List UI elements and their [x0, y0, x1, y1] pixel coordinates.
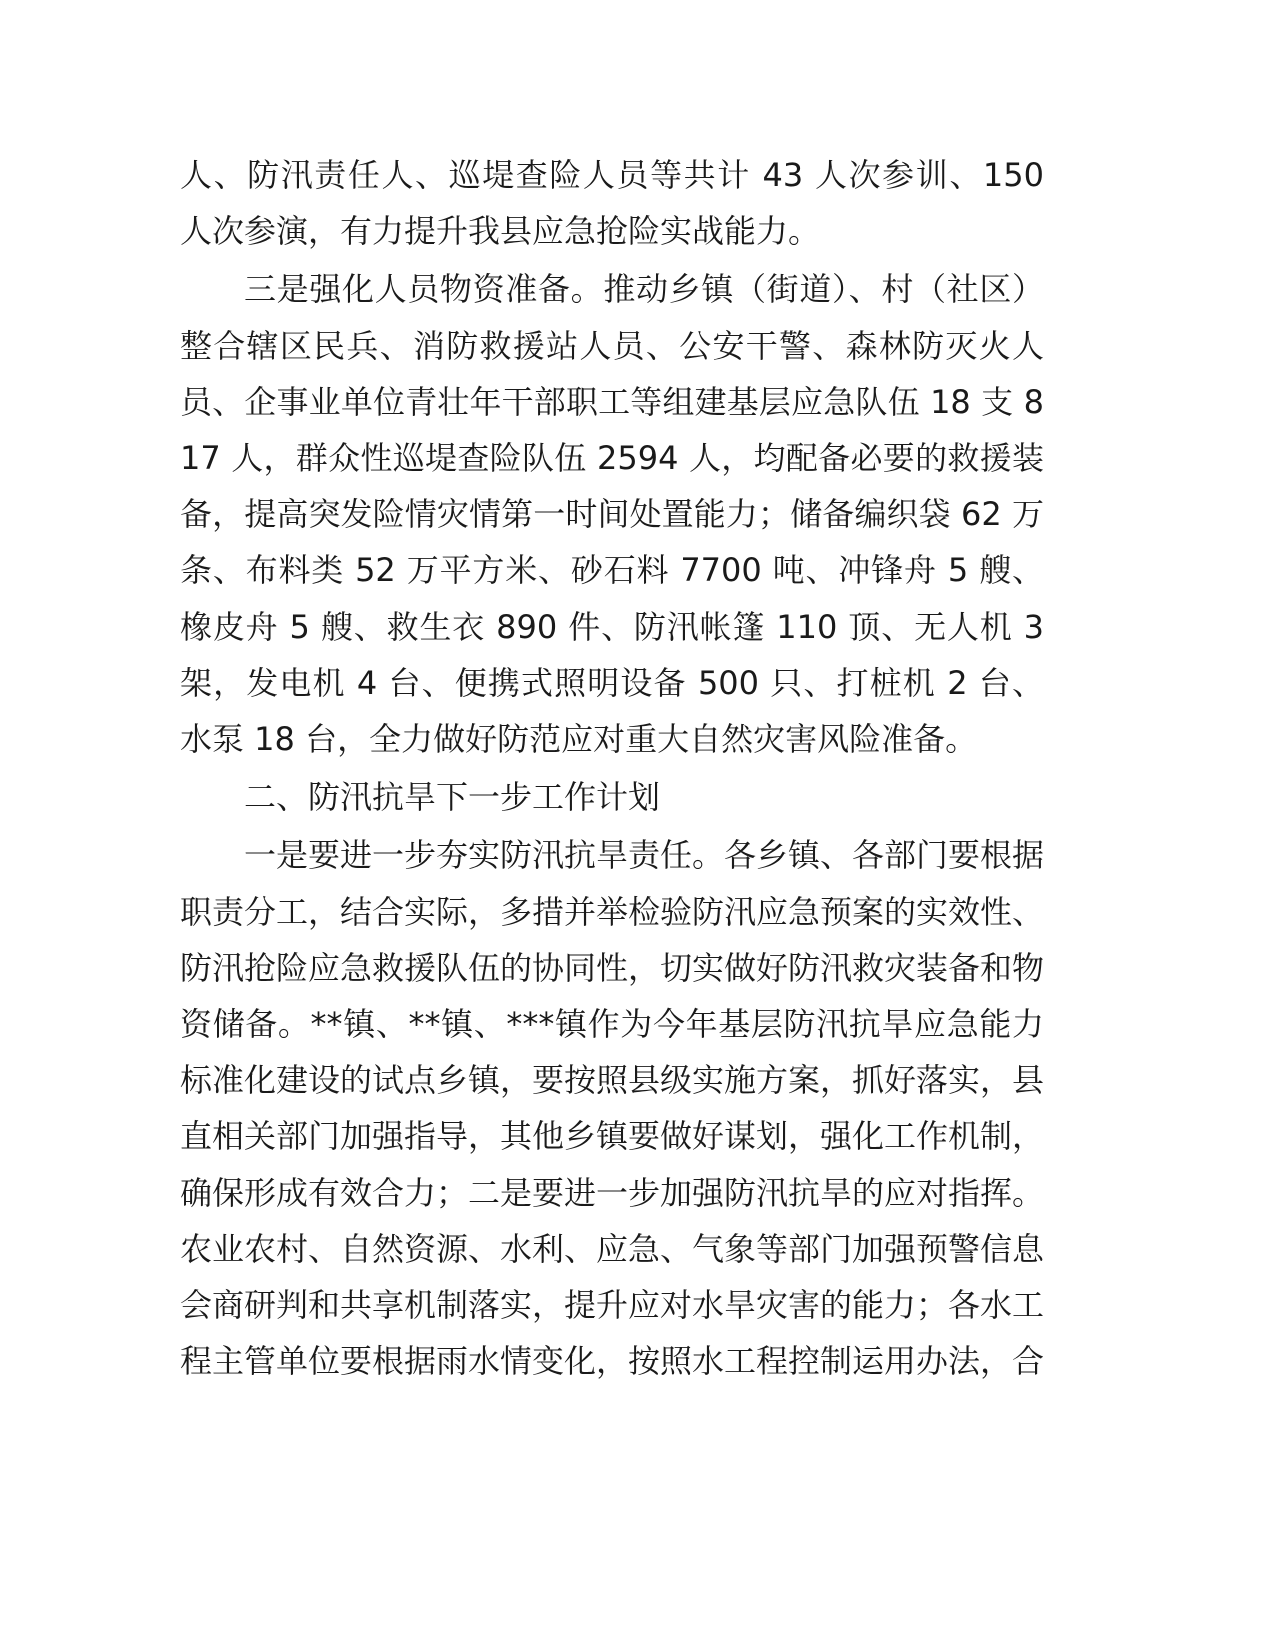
section-heading-next-plan: 二、防汛抗旱下一步工作计划 [244, 778, 661, 817]
document-body [180, 147, 1044, 1391]
paragraph-training-summary: 人、防汛责任人、巡堤查险人员等共计 43 人次参训、150 人次参演，有力提升我县应急抢险实战能力。 [180, 156, 1044, 251]
paragraph-personnel-materials: 三是强化人员物资准备。推动乡镇（街道）、村（社区）整合辖区民兵、消防救援站人员、公安干警、森林防灭火人员、企事业单位青壮年干部职工等组建基层应急队伍 18 支 817 人，群众性巡堤查险队伍 2594 人，均配备必要的救援装备，提高突发险情灾情第一时间处置能力；储备编织袋 62 万条、布料类 52 万平方米、砂石料 7700 吨、冲锋舟 5 艘、橡皮舟 5 艘、救生衣 890 件、防汛帐篷 110 顶、无人机 3 架，发电机 4 台、便携式照明设备 500 只、打桩机 2 台、水泵 18 台，全力做好防范应对重大自然灾害风险准备。 [180, 270, 1044, 759]
paragraph-responsibility: 一是要进一步夯实防汛抗旱责任。各乡镇、各部门要根据职责分工，结合实际，多措并举检验防汛应急预案的实效性、防汛抢险应急救援队伍的协同性，切实做好防汛救灾装备和物资储备。**镇、**镇、***镇作为今年基层防汛抗旱应急能力标准化建设的试点乡镇，要按照县级实施方案，抓好落实，县直相关部门加强指导，其他乡镇要做好谋划，强化工作机制，确保形成有效合力；二是要进一步加强防汛抗旱的应对指挥。农业农村、自然资源、水利、应急、气象等部门加强预警信息会商研判和共享机制落实，提升应对水旱灾害的能力；各水工程主管单位要根据雨水情变化，按照水工程控制运用办法，合 [180, 836, 1045, 1381]
